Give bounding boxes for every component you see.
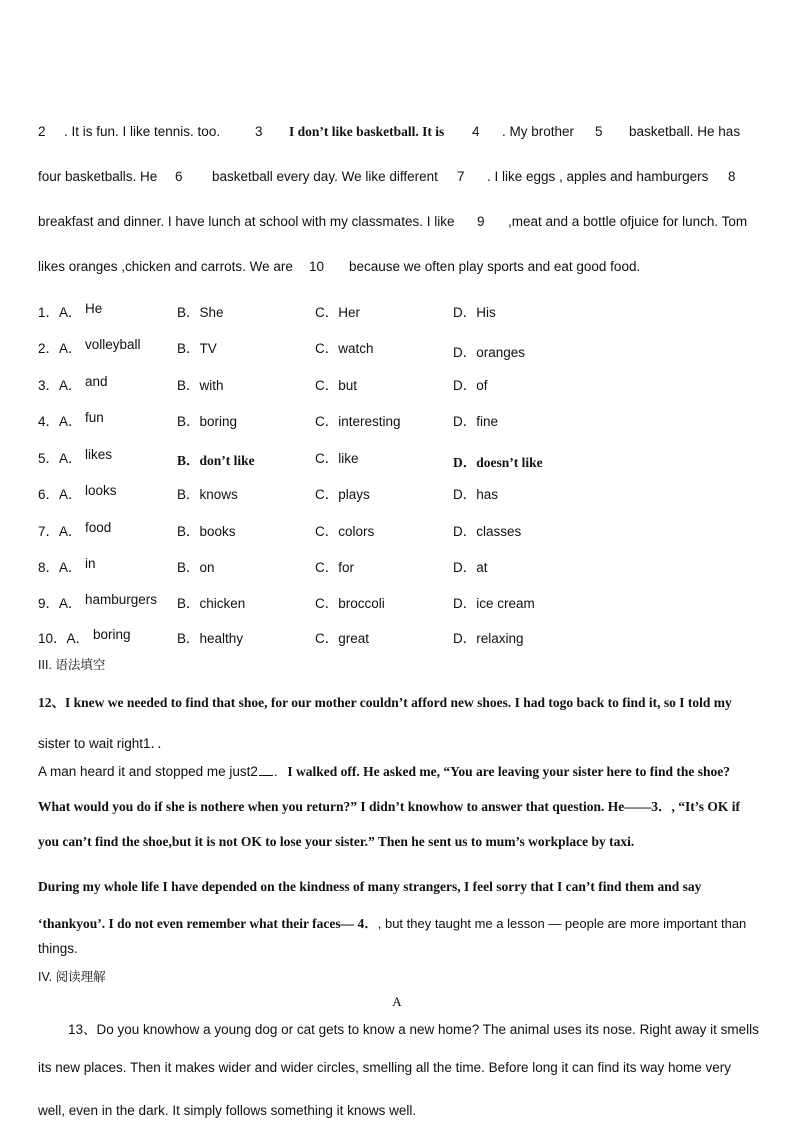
question-row xyxy=(38,627,598,647)
passage-text: likes oranges ,chicken and carrots. We are xyxy=(38,259,293,274)
paragraph-text: you can’t find the shoe,but it is not OK to lose your sister.” Then he sent us to mum’s workplace by taxi. xyxy=(38,834,635,849)
passage-text: basketball. He has xyxy=(629,124,741,139)
question-number: 6．A． xyxy=(38,487,82,502)
option-a: looks xyxy=(85,483,117,498)
paragraph-text: 13、Do you knowhow a young dog or cat gets to know a new home? The animal uses its nose. Right away it smells xyxy=(68,1022,759,1037)
blank-number: 4 xyxy=(472,124,480,139)
option-a: food xyxy=(85,520,112,535)
q13-line-3 xyxy=(38,1103,416,1118)
section-title-grammar xyxy=(38,655,105,673)
option-c: C．colors xyxy=(315,524,375,539)
paragraph-text: its new places. Then it makes wider and wider circles, smelling all the time. Before long it can find its way home very xyxy=(38,1060,732,1075)
q12-line-8 xyxy=(38,941,78,956)
option-a: boring xyxy=(93,627,131,642)
option-c: C．but xyxy=(315,378,358,393)
option-b: B．on xyxy=(177,560,215,575)
paragraph-text: A man heard it and stopped me just2 xyxy=(38,764,258,779)
paragraph-text: things. xyxy=(38,941,78,956)
blank-number: 10 xyxy=(309,259,325,274)
q12-line-4 xyxy=(38,795,740,815)
paragraph-text: sister to wait right1．． xyxy=(38,736,171,751)
option-b: B．boring xyxy=(177,414,238,429)
question-row xyxy=(38,592,598,612)
blank-number: 2 xyxy=(38,124,46,139)
option-a: and xyxy=(85,374,108,389)
q12-line-5 xyxy=(38,834,634,850)
paragraph-text: During my whole life I have depended on the kindness of many strangers, I feel sorry that I can’t find them and say xyxy=(38,879,702,894)
passage-text: . My brother xyxy=(502,124,575,139)
option-b: B．chicken xyxy=(177,596,246,611)
passage-text: basketball every day. We like different xyxy=(212,169,438,184)
option-b: B．books xyxy=(177,524,236,539)
question-number: 1．A． xyxy=(38,305,82,320)
part-label: A xyxy=(392,994,402,1009)
option-a: likes xyxy=(85,447,113,462)
option-c: C．plays xyxy=(315,487,370,502)
option-d: D．of xyxy=(453,378,488,393)
blank-number: 9 xyxy=(477,214,485,229)
question-row xyxy=(38,447,598,470)
option-a: fun xyxy=(85,410,104,425)
option-a: hamburgers xyxy=(85,592,158,607)
question-row xyxy=(38,410,598,430)
option-d: D．ice cream xyxy=(453,596,535,611)
question-number: 5．A． xyxy=(38,451,82,466)
blank-number: 8 xyxy=(728,169,736,184)
question-row xyxy=(38,556,598,576)
option-d: D．doesn’t like xyxy=(453,455,543,470)
question-row xyxy=(38,301,598,321)
q13-line-1 xyxy=(68,1018,759,1038)
option-a: in xyxy=(85,556,96,571)
question-number: 7．A． xyxy=(38,524,82,539)
section-heading: III. 语法填空 xyxy=(38,658,106,672)
option-a: volleyball xyxy=(85,337,141,352)
q12-line-2 xyxy=(38,732,171,752)
blank-underline xyxy=(259,775,273,776)
option-c: C．watch xyxy=(315,341,374,356)
paragraph-text: ‘thankyou’. I do not even remember what their faces— 4． xyxy=(38,916,378,931)
paragraph-text: , but they taught me a lesson — people are more important than xyxy=(377,916,747,931)
option-b: B．TV xyxy=(177,341,217,356)
paragraph-text: 12、I knew we needed to find that shoe, for our mother couldn’t afford new shoes. I had togo back to find it, so I told my xyxy=(38,695,732,710)
option-c: C．like xyxy=(315,451,359,466)
part-label-a xyxy=(0,994,794,1010)
option-d: D．oranges xyxy=(453,345,526,360)
option-d: D．His xyxy=(453,305,496,320)
option-c: C．broccoli xyxy=(315,596,385,611)
blank-number: 7 xyxy=(457,169,465,184)
question-row xyxy=(38,374,598,394)
option-d: D．fine xyxy=(453,414,499,429)
option-b: B．with xyxy=(177,378,224,393)
paragraph-text: What would you do if she is nothere when you return?” I didn’t knowhow to answer that question. He——3．, “It’s OK if xyxy=(38,799,740,814)
q12-line-3: A man heard it and stopped me just2 . I walked off. He asked me, “You are leaving your sister here to find the shoe? xyxy=(38,764,731,779)
question-row xyxy=(38,483,598,503)
question-number: 10．A． xyxy=(38,631,90,646)
option-b: B．healthy xyxy=(177,631,244,646)
option-c: C．Her xyxy=(315,305,361,320)
passage-text: I don’t like basketball. It is xyxy=(289,124,445,139)
question-row xyxy=(38,520,598,540)
passage-text: ,meat and a bottle ofjuice for lunch. Tom xyxy=(508,214,748,229)
question-number: 8．A． xyxy=(38,560,82,575)
option-d: D．has xyxy=(453,487,499,502)
blank-number: 3 xyxy=(255,124,263,139)
passage-text: four basketballs. He xyxy=(38,169,158,184)
option-d: D．classes xyxy=(453,524,522,539)
q12-line-6 xyxy=(38,879,701,895)
section-heading: IV. 阅读理解 xyxy=(38,970,106,984)
option-b: B．She xyxy=(177,305,224,320)
blank-number: 5 xyxy=(595,124,603,139)
q12-line-1 xyxy=(38,691,732,711)
option-b: B．knows xyxy=(177,487,238,502)
passage-text: breakfast and dinner. I have lunch at school with my classmates. I like xyxy=(38,214,455,229)
q13-line-2 xyxy=(38,1060,731,1075)
option-c: C．great xyxy=(315,631,370,646)
passage-text: because we often play sports and eat good food. xyxy=(349,259,641,274)
question-number: 9．A． xyxy=(38,596,82,611)
question-number: 2．A． xyxy=(38,341,82,356)
option-c: C．interesting xyxy=(315,414,401,429)
question-row xyxy=(38,337,598,360)
option-b: B．don’t like xyxy=(177,453,255,468)
passage-text: . I like eggs , apples and hamburgers xyxy=(487,169,709,184)
question-number: 4．A． xyxy=(38,414,82,429)
q12-line-7 xyxy=(38,912,746,932)
question-number: 3．A． xyxy=(38,378,82,393)
paragraph-text: well, even in the dark. It simply follows something it knows well. xyxy=(38,1103,417,1118)
section-title-reading xyxy=(38,967,106,985)
option-d: D．at xyxy=(453,560,488,575)
passage-text: . It is fun. I like tennis. too. xyxy=(64,124,221,139)
blank-number: 6 xyxy=(175,169,183,184)
option-a: He xyxy=(85,301,103,316)
paragraph-text: I walked off. He asked me, “You are leaving your sister here to find the shoe? xyxy=(287,764,731,779)
option-d: D．relaxing xyxy=(453,631,524,646)
option-c: C．for xyxy=(315,560,355,575)
